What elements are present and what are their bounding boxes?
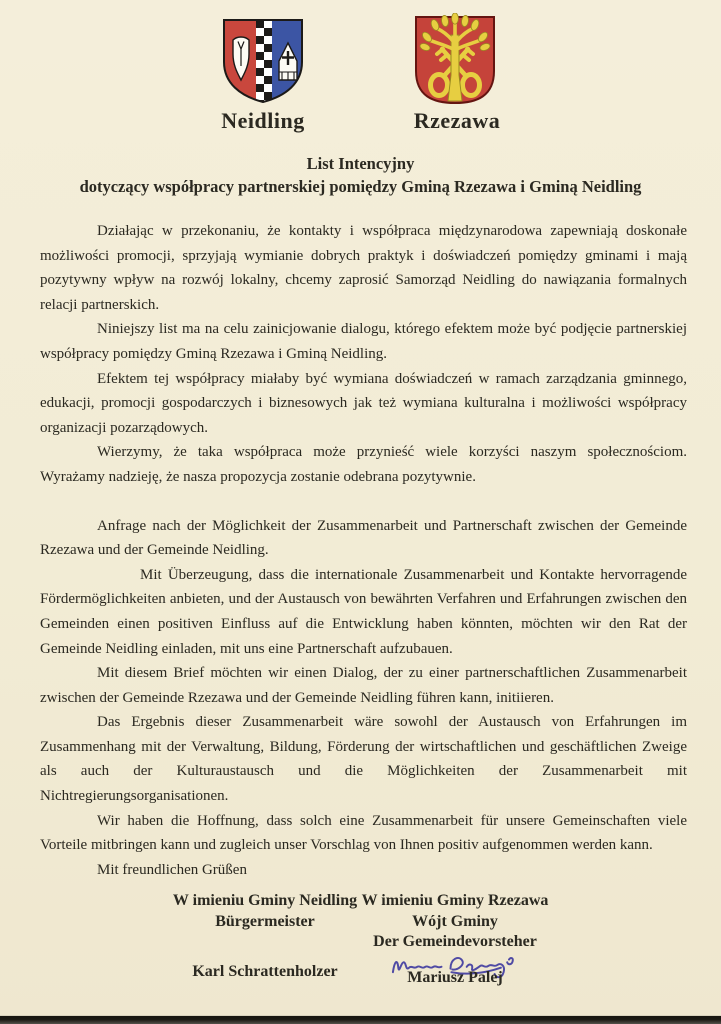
neidling-signer-name: Karl Schrattenholzer [192,963,338,981]
rzezawa-coat-of-arms-icon [412,13,498,107]
german-paragraph-1: Anfrage nach der Möglichkeit der Zusammenarbeit und Partnerschaft zwischen der Gemeinde Rzezawa und der Gemeinde Neidling. [40,517,687,559]
polish-paragraph-4: Wierzymy, że taka współpraca może przynieść wiele korzyści naszym społecznościom. Wyrażamy nadzieję, że nasza propozycja zostanie odebrana pozytywnie. [40,444,687,485]
letter-title [0,152,721,198]
signature-column-neidling [155,891,375,983]
letter-body [40,219,687,1009]
polish-paragraph-1: Działając w przekonaniu, że kontakty i współpraca międzynarodowa zapewniają doskonałe możliwości promocji, sprzyjają wymianie dobrych praktyk i doświadczeń pomiędzy gminami i mają pozytywny wpływ na rozwój lokalny, chcemy zaprosić Samorząd Neidling do nawiązania formalnych relacji partnerskich. [40,223,687,313]
german-paragraph-3: Mit diesem Brief möchten wir einen Dialog, der zu einer partnerschaftlichen Zusammenarbeit zwischen der Gemeinde Rzezawa und der Gemeinde Neidling führen kann, initiieren. [40,665,687,706]
rzezawa-signature-role-2: Der Gemeindevorsteher [373,933,537,951]
signature-column-rzezawa [345,891,565,988]
title-line-1: List Intencyjny [306,154,415,173]
rzezawa-crest-label: Rzezawa [413,108,501,133]
neidling-coat-of-arms-icon [219,16,307,106]
rzezawa-signature-role-1: Wójt Gminy [412,912,498,930]
neidling-crest-label: Neidling [221,108,305,133]
polish-paragraph-3: Efektem tej współpracy miałaby być wymiana doświadczeń w ramach zarządzania gminnego, edukacji, promocji gospodarczych i biznesowych jak też wymiana kulturalna i możliwości współpracy organizacji pozarządowych. [40,370,687,436]
title-line-2: dotyczący współpracy partnerskiej pomiędzy Gminą Rzezawa i Gminą Neidling [79,177,642,196]
signature-block [40,891,687,1009]
polish-section [40,219,687,490]
neidling-signature-heading: W imieniu Gminy Neidling [172,892,358,910]
rzezawa-signature-heading: W imieniu Gminy Rzezawa [361,892,549,910]
neidling-signature-role: Bürgermeister [215,912,315,930]
closing-salutation: Mit freundlichen Grüßen [97,861,247,878]
german-paragraph-4: Das Ergebnis dieser Zusammenarbeit wäre sowohl der Austausch von Erfahrungen im Zusammenhang mit der Verwaltung, Bildung, Förderung der wirtschaftlichen und geschäftlichen Zweige als auch der Kulturaustausch und die Möglichkeiten der Zusammenarbeit mit Nichtregierungsorganisationen. [40,714,687,805]
german-paragraph-5: Wir haben die Hoffnung, dass solch eine Zusammenarbeit für unsere Gemeinschaften viele Vorteile mitbringen kann und zugleich unser Vorschlag von Ihnen positiv aufgenommen werden kann. [40,812,687,854]
german-section [40,514,687,883]
rzezawa-signer-name: Mariusz Palej [407,968,503,986]
polish-paragraph-2: Niniejszy list ma na celu zainicjowanie dialogu, którego efektem może być podjęcie partnerskiej współpracy pomiędzy Gminą Rzezawa i Gminą Neidling. [40,321,687,362]
german-paragraph-2: Mit Überzeugung, dass die internationale Zusammenarbeit und Kontakte hervorragende Fördermöglichkeiten anbieten, und der Austausch von bewährten Verfahren und Erfahrungen zwischen den Gemeinden einen positiven Einfluss auf die Entwicklung haben könnten, möchten wir den Rat der Gemeinde Neidling einladen, mit uns eine Partnerschaft aufzubauen. [40,566,687,657]
scanner-edge-artifact [0,1016,721,1024]
